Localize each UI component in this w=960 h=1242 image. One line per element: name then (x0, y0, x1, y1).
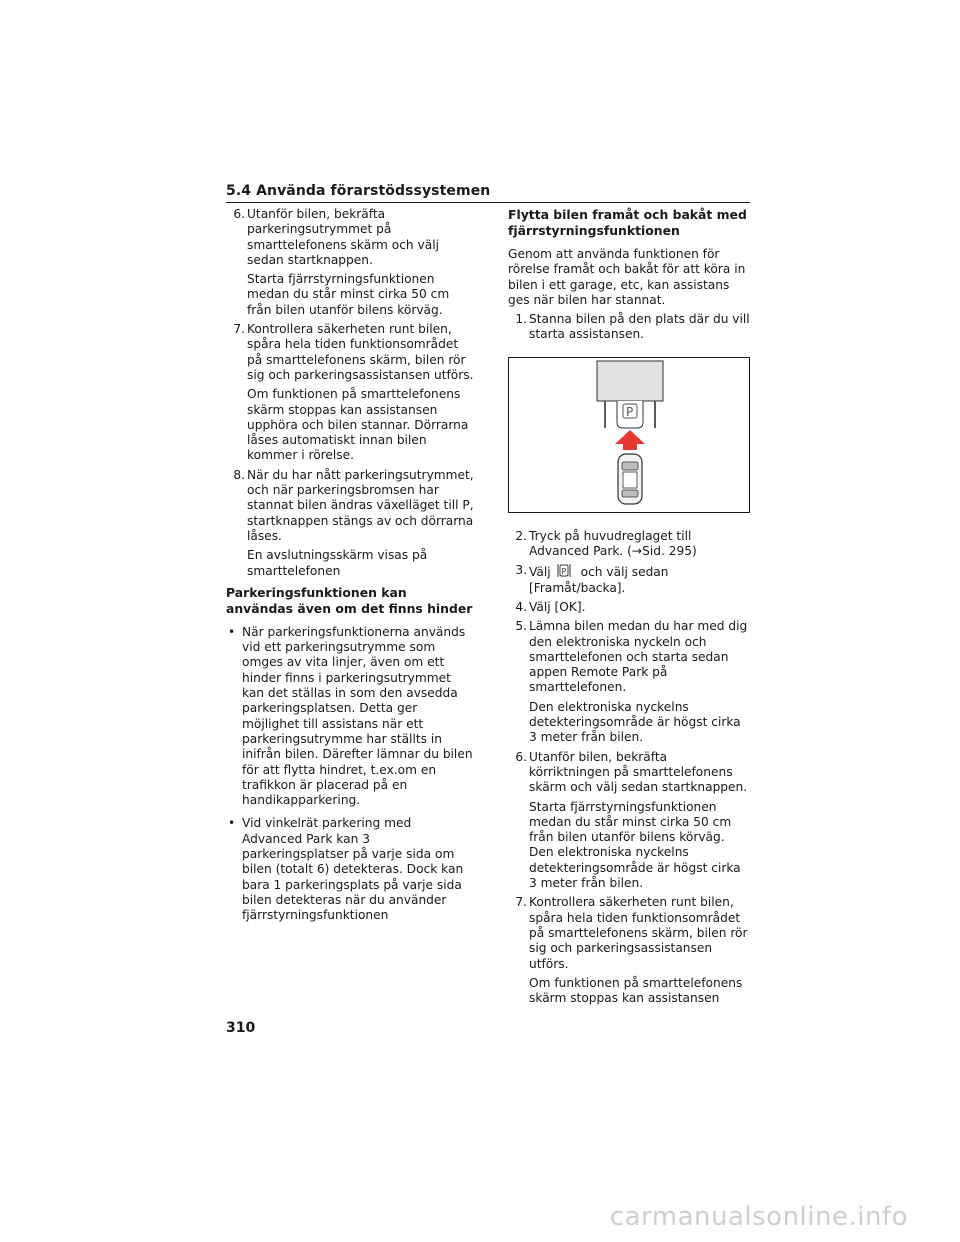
step-number: 6. (515, 749, 527, 764)
parking-garage-car-icon (509, 358, 749, 512)
step-1 (508, 312, 750, 343)
step-number: 7. (233, 322, 245, 337)
bullet-text: Vid vinkelrät parkering med Advanced Park kan 3 parkeringsplatser på varje sida om bilen (totalt 6) detekteras. Dock kan bara 1 parkeringsplats på varje sida bilen detekteras när du använder fjärrstyrningsfunktionen (242, 816, 464, 923)
parking-sign-letter: P (626, 404, 634, 419)
step-note: Om funktionen på smarttelefonens skärm stoppas kan assistansen (529, 975, 743, 1006)
step-6 (226, 207, 474, 318)
step-number: 1. (515, 312, 527, 327)
step-text: Kontrollera säkerheten runt bilen, spåra hela tiden funktionsområdet på smarttelefonens skärm, bilen rör sig och parkeringsassistansen utförs. (247, 322, 474, 382)
step-5 (508, 619, 750, 745)
bullet-marker: • (228, 624, 236, 639)
step-note: Om funktionen på smarttelefonens skärm stoppas kan assistansen upphöra och bilen stannar. Dörrarna låses automatiskt innan bilen kommer i rörelse. (247, 387, 469, 463)
parking-remote-icon (557, 563, 571, 577)
section-header (226, 180, 750, 203)
forward-backward-heading: Flytta bilen framåt och bakåt med fjärrstyrningsfunktionen (508, 207, 747, 238)
bullet-text: När parkeringsfunktionerna används vid ett parkeringsutrymme som omges av vita linjer, även om ett hinder finns i parkeringsutrymmet kan det ställas in som den avsedda parkeringsplatsen. Detta ger möjlighet till assistans när ett parkeringsutrymme har ställts in inifrån bilen. Därefter lämnar du bilen för att flytta hindret, t.ex.om en trafikkon är placerad på en handikapparkering. (242, 624, 473, 808)
bullet-item (226, 625, 474, 809)
step-number: 2. (515, 528, 527, 543)
intro-paragraph: Genom att använda funktionen för rörelse framåt och bakåt för att köra in bilen i ett garage, etc, kan assistans ges när bilen har stannat. (508, 247, 746, 307)
step-note: Den elektroniska nyckelns detekteringsområde är högst cirka 3 meter från bilen. (529, 699, 741, 745)
step-text: Utanför bilen, bekräfta körriktningen på smarttelefonens skärm och välj sedan startknappen. (529, 749, 748, 795)
step-number: 8. (233, 467, 245, 482)
step-number: 3. (515, 563, 527, 578)
step-6 (508, 750, 750, 892)
step-number: 5. (515, 619, 527, 634)
step-8 (226, 468, 474, 579)
step-number: 4. (515, 599, 527, 614)
step-number: 6. (233, 207, 245, 221)
left-column (226, 207, 474, 931)
parking-illustration (508, 357, 750, 513)
step-text: Stanna bilen på den plats där du vill starta assistansen. (529, 312, 750, 342)
step-4 (508, 600, 750, 615)
page-number: 310 (226, 1020, 256, 1036)
step-text: Kontrollera säkerheten runt bilen, spåra hela tiden funktionsområdet på smarttelefonens skärm, bilen rör sig och parkeringsassistansen utförs. (529, 895, 748, 971)
step-text: När du har nått parkeringsutrymmet, och när parkeringsbromsen har stannat bilen ändras växelläget till P, startknappen stängs av och dörrarna låses. (247, 467, 474, 543)
obstacle-heading: Parkeringsfunktionen kan användas även om det finns hinder (226, 584, 473, 616)
watermark: carmanualsonline.info (609, 1202, 908, 1232)
svg-text:P: P (561, 567, 566, 577)
step-text: Lämna bilen medan du har med dig den elektroniska nyckeln och smarttelefonen och starta sedan appen Remote Park på smarttelefonen. (529, 619, 748, 695)
step-text-before: Välj (529, 565, 551, 580)
step-text-after: och välj sedan [Framåt/backa]. (529, 565, 669, 595)
step-7 (226, 322, 474, 464)
step-2 (508, 529, 750, 560)
step-3 (508, 563, 750, 596)
step-text: Utanför bilen, bekräfta parkeringsutrymmet på smarttelefonens skärm och välj sedan startknappen. (247, 207, 439, 267)
right-column (508, 207, 750, 1010)
bullet-marker: • (228, 816, 236, 831)
step-note: Starta fjärrstyrningsfunktionen medan du står minst cirka 50 cm från bilen utanför bilens körväg. Den elektroniska nyckelns detekteringsområde är högst cirka 3 meter från bilen. (529, 799, 741, 891)
step-text: Tryck på huvudreglaget till Advanced Park. (→Sid. 295) (529, 528, 697, 559)
step-note: Starta fjärrstyrningsfunktionen medan du står minst cirka 50 cm från bilen utanför bilens körväg. (247, 272, 450, 317)
bullet-item (226, 816, 474, 923)
section-title: 5.4 Använda förarstödssystemen (226, 183, 491, 199)
step-note: En avslutningsskärm visas på smarttelefonen (247, 548, 428, 578)
step-number: 7. (515, 895, 527, 910)
step-7 (508, 895, 750, 1006)
step-text: Välj [OK]. (529, 599, 586, 614)
